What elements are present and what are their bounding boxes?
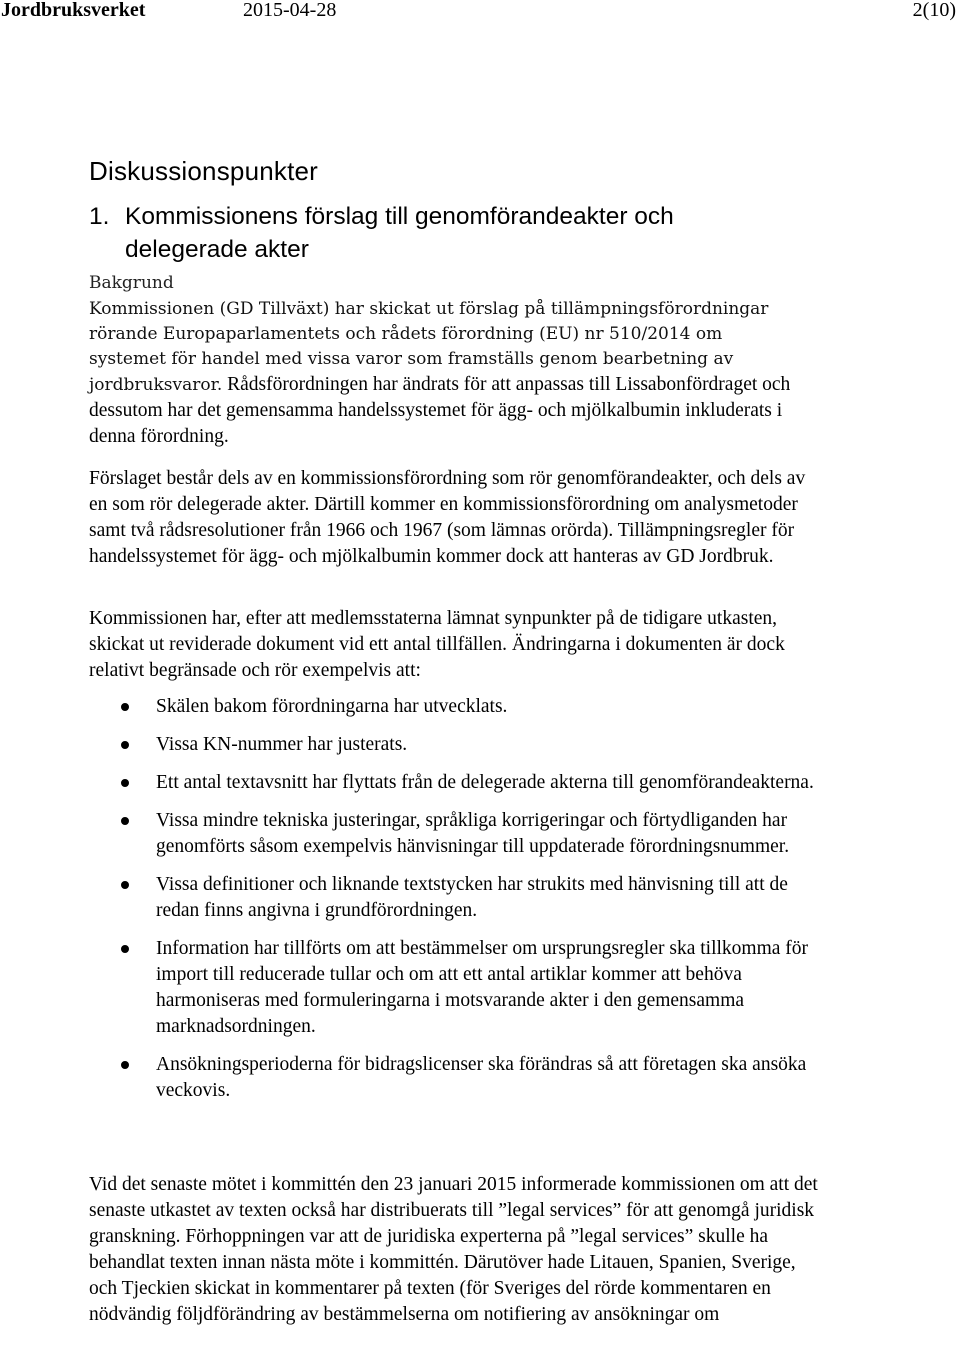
changes-list xyxy=(89,694,824,1104)
intro-cont-text: Rådsförordningen har ändrats för att anpassas till Lissabonfördraget och dessutom har det gemensamma handelssystemet för ägg- och mjölkalbumin inkluderats i denna förordning. xyxy=(89,374,791,447)
bullet-icon xyxy=(121,779,129,787)
list-item: Ansökningsperioderna för bidragslicenser ska förändras så att företagen ska ansöka veckovis. xyxy=(89,1052,824,1104)
list-item: Vissa KN-nummer har justerats. xyxy=(89,732,824,758)
intro-line: systemet för handel med vissa varor som framställs genom bearbetning av xyxy=(89,349,734,369)
section-title-line2: delegerade akter xyxy=(125,236,309,263)
bullet-icon xyxy=(121,741,129,749)
paragraph-4 xyxy=(89,1172,824,1328)
list-item: Information har tillförts om att bestämmelser om ursprungsregler ska tillkomma för import till reducerade tullar och om att ett antal artiklar kommer att behöva harmoniseras med formuleringarna i motsvarande akter i den gemensamma marknadsordningen. xyxy=(89,936,824,1040)
paragraph-2-text: Förslaget består dels av en kommissionsförordning som rör genomförandeakter, och dels av en som rör delegerade akter. Därtill kommer en kommissionsförordning om analysmetoder samt två rådsresolutioner från 1966 och 1967 (som lämnas orörda). Tillämpningsregler för handelssystemet för ägg- och mjölkalbumin kommer dock att hanteras av GD Jordbruk. xyxy=(89,468,806,567)
section-number: 1. xyxy=(89,203,110,230)
intro-line: rörande Europaparlamentets och rådets förordning (EU) nr 510/2014 om xyxy=(89,324,723,344)
page-heading: Diskussionspunkter xyxy=(89,156,319,186)
bullet-icon xyxy=(121,1061,129,1069)
bullet-icon xyxy=(121,703,129,711)
intro-continuation xyxy=(89,372,824,450)
intro-paragraph xyxy=(89,297,849,372)
list-item: Vissa mindre tekniska justeringar, språkliga korrigeringar och förtydliganden har genomförts såsom exempelvis hänvisningar till uppdaterade förordningsnummer. xyxy=(89,808,824,860)
list-item: Ett antal textavsnitt har flyttats från de delegerade akterna till genomförandeakterna. xyxy=(89,770,824,796)
page-header xyxy=(0,0,960,26)
paragraph-3 xyxy=(89,606,824,684)
bullet-icon xyxy=(121,881,129,889)
section-title-line1: Kommissionens förslag till genomförandeakter och xyxy=(125,203,674,230)
paragraph-2 xyxy=(89,466,824,570)
paragraph-4-text: Vid det senaste mötet i kommittén den 23 januari 2015 informerade kommissionen om att det senaste utkastet av texten också har distribuerats till ”legal services” för att genomgå juridisk granskning. Förhoppningen var att de juridiska experterna på ”legal services” skulle ha behandlat texten innan nästa möte i kommittén. Därutöver hade Litauen, Spanien, Sverige, och Tjeckien skickat in kommentarer på texten (för Sveriges del rörde kommentaren en nödvändig följdförändring av bestämmelserna om notifiering av ansökningar om xyxy=(89,1174,818,1325)
bullet-icon xyxy=(121,817,129,825)
document-date: 2015-04-28 xyxy=(243,0,337,21)
intro-line: Kommissionen (GD Tillväxt) har skickat ut förslag på tillämpningsförordningar xyxy=(89,299,769,319)
bullet-icon xyxy=(121,945,129,953)
paragraph-3-text: Kommissionen har, efter att medlemsstaterna lämnat synpunkter på de tidigare utkasten, skickat ut reviderade dokument vid ett antal tillfällen. Ändringarna i dokumenten är dock relativt begränsade och rör exempelvis att: xyxy=(89,608,785,681)
list-item: Vissa definitioner och liknande textstycken har strukits med hänvisning till att de redan finns angivna i grundförordningen. xyxy=(89,872,824,924)
intro-line: jordbruksvaror. xyxy=(89,375,223,395)
page-number: 2(10) xyxy=(912,0,956,21)
section-heading xyxy=(89,200,909,266)
list-item: Skälen bakom förordningarna har utvecklats. xyxy=(89,694,824,720)
subheading-bakgrund: Bakgrund xyxy=(89,273,174,293)
organization-name: Jordbruksverket xyxy=(1,0,146,21)
